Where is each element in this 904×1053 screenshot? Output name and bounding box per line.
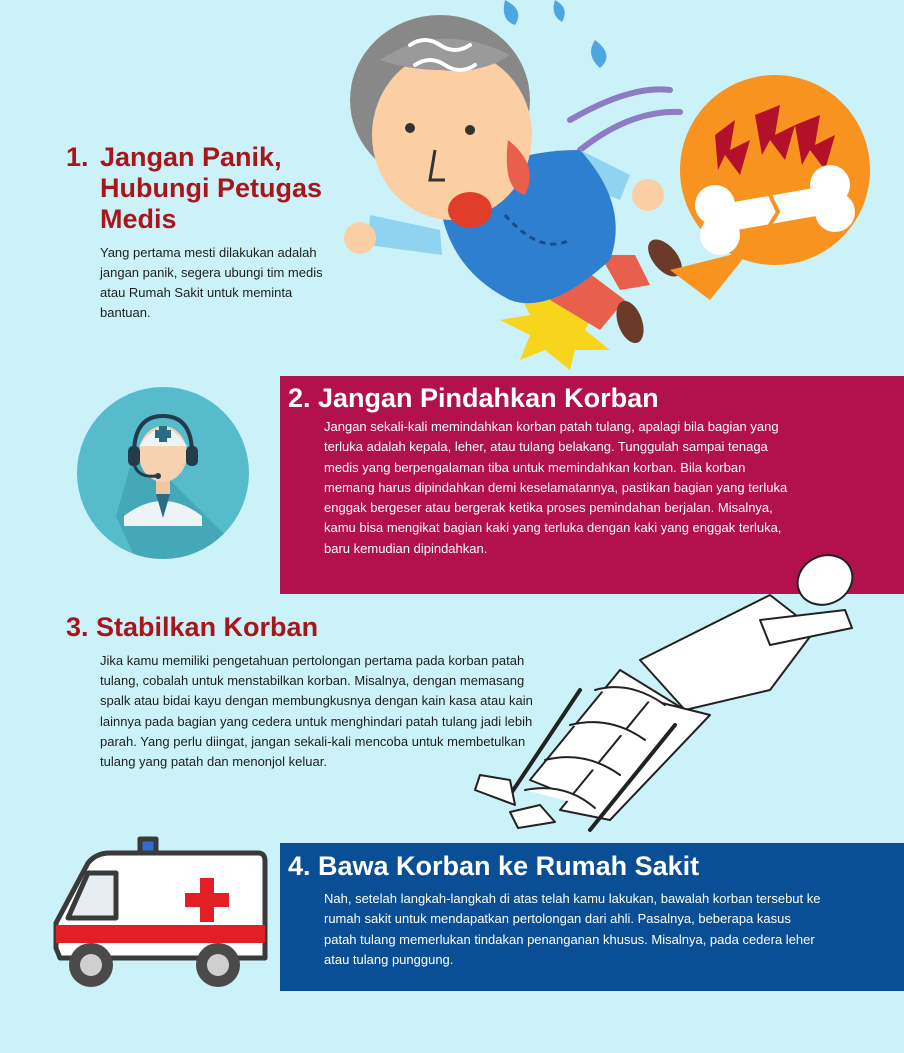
falling-elderly-broken-bone-icon: [330, 0, 904, 370]
section-4-title: 4. Bawa Korban ke Rumah Sakit: [288, 851, 700, 881]
section-2-title: 2. Jangan Pindahkan Korban: [288, 383, 659, 413]
ambulance-icon: [48, 833, 270, 998]
section-3-body: Jika kamu memiliki pengetahuan pertolongan pertama pada korban patah tulang, cobalah untuk menstabilkan korban. Misalnya, dengan memasang spalk atau bidai kayu dengan membungkusnya dengan kain kasa atau kain lainnya pada bagian yang cedera untuk menghindari patah tulang jadi lebih parah. Yang perlu diingat, jangan sekali-kali mencoba untuk membetulkan tulang yang patah dan menonjol keluar.: [100, 653, 533, 770]
section-4-body: Nah, setelah langkah-langkah di atas telah kamu lakukan, bawalah korban tersebut ke rumah sakit untuk mendapatkan pertolongan dari ahli. Pasalnya, beberapa kasus patah tulang memerlukan tindakan penanganan khusus. Misalnya, pada cedera leher atau tulang punggung.: [324, 891, 821, 967]
section-1-title: [66, 142, 366, 235]
section-2-body: Jangan sekali-kali memindahkan korban patah tulang, apalagi bila bagian yang terluka adalah kepala, leher, atau tulang belakang. Tunggulah sampai tenaga medis yang berpengalaman tiba untuk memindahkan korban. Bila korban memang harus dipindahkan demi keselamatannya, pastikan bagian yang terluka enggak bergeser atau bergerak ketika proses pemindahan berjalan. Misalnya, kamu bisa mengikat bagian kaki yang terluka dengan kaki yang enggak terluka, baru kemudian dipindahkan.: [324, 419, 788, 556]
section-1-title-line: Hubungi Petugas: [100, 173, 322, 203]
section-3-title: 3. Stabilkan Korban: [66, 612, 319, 642]
splinted-patient-icon: [470, 550, 860, 835]
section-1-number: 1.: [66, 142, 89, 172]
section-1-body: Yang pertama mesti dilakukan adalah jangan panik, segera ubungi tim medis atau Rumah Sakit untuk meminta bantuan.: [100, 245, 323, 320]
section-4-panel: [280, 843, 904, 991]
section-1-title-line: Medis: [100, 204, 177, 234]
section-1-title-line: Jangan Panik,: [100, 142, 282, 172]
medic-headset-icon: [76, 386, 250, 560]
